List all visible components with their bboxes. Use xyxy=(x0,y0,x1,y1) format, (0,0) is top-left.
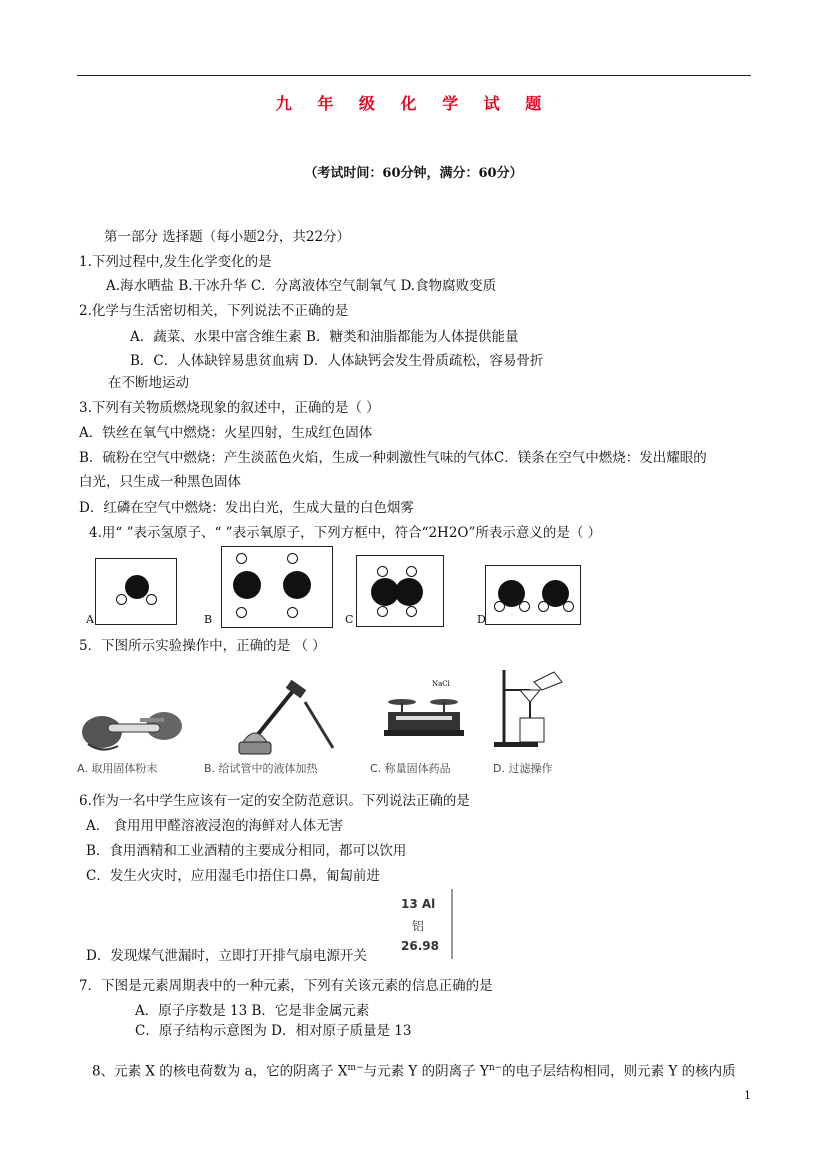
oxygen-atom-icon xyxy=(233,571,261,599)
hydrogen-atom-icon xyxy=(287,553,298,564)
section-heading: 第一部分 选择题（每小题2分，共22分） xyxy=(104,229,351,245)
q7-options-2: C．原子结构示意图为 D．相对原子质量是 13 xyxy=(135,1023,412,1039)
q3-option-b-cont: 白光，只生成一种黑色固体 xyxy=(79,474,241,490)
q5-caption-a: A. 取用固体粉末 xyxy=(77,762,158,775)
element-mass: 26.98 xyxy=(401,939,439,953)
hydrogen-atom-icon xyxy=(406,606,417,617)
q4-label-b: B xyxy=(204,613,213,626)
hydrogen-atom-icon xyxy=(406,566,417,577)
q5-caption-b: B. 给试管中的液体加热 xyxy=(204,762,318,775)
q1-options: A.海水晒盐 B.干冰升华 C．分离液体空气制氧气 D.食物腐败变质 xyxy=(106,278,497,294)
q6-option-b: B．食用酒精和工业酒精的主要成分相同，都可以饮用 xyxy=(86,843,407,859)
hydrogen-atom-icon xyxy=(146,594,157,605)
q4-label-a: A xyxy=(86,613,94,626)
q4-label-c: C xyxy=(345,613,354,626)
q3-option-b: B．硫粉在空气中燃烧：产生淡蓝色火焰，生成一种刺激性气味的气体C．镁条在空气中燃烧：发出耀眼的 xyxy=(79,450,707,466)
element-name: 铝 xyxy=(412,919,425,933)
hydrogen-atom-icon xyxy=(538,601,549,612)
hydrogen-atom-icon xyxy=(377,566,388,577)
top-rule xyxy=(77,75,751,76)
q4-box-c xyxy=(356,555,444,627)
q4-box-b xyxy=(221,546,333,628)
q4-box-a xyxy=(95,558,177,625)
hydrogen-atom-icon xyxy=(519,601,530,612)
element-number-symbol: 13 Al xyxy=(401,897,436,911)
q8-stem: 8、元素 X 的核电荷数为 a，它的阴离子 $X^{m-}$与元素 Y 的阴离子 $Y^{n-}$的电子层结构相同，则元素 Y 的核内质 xyxy=(92,1063,736,1080)
q6-option-a: A． 食用用甲醛溶液浸泡的海鲜对人体无害 xyxy=(86,818,344,834)
q6-option-d: D．发现煤气泄漏时，立即打开排气扇电源开关 xyxy=(86,948,367,964)
q7-stem: 7．下图是元素周期表中的一种元素，下列有关该元素的信息正确的是 xyxy=(79,978,493,994)
q4-label-d: D xyxy=(477,613,486,626)
q2-stem: 2.化学与生活密切相关，下列说法不正确的是 xyxy=(79,303,349,319)
hydrogen-atom-icon xyxy=(494,601,505,612)
q6-option-c: C．发生火灾时，应用湿毛巾捂住口鼻，匍匐前进 xyxy=(86,868,380,884)
nacl-label: NaCl xyxy=(432,680,450,688)
q3-stem: 3.下列有关物质燃烧现象的叙述中，正确的是（ ） xyxy=(79,400,380,416)
exam-info: （考试时间：60分钟，满分：60分） xyxy=(304,166,523,181)
element-card-al xyxy=(393,889,453,959)
oxygen-atom-icon xyxy=(283,571,311,599)
q3-option-d: D．红磷在空气中燃烧：发出白光，生成大量的白色烟雾 xyxy=(79,500,414,516)
page-number: 1 xyxy=(744,1089,751,1102)
q4-stem: 4.用“ ”表示氢原子、“ ”表示氧原子，下列方框中，符合“2H2O”所表示意义的是（ ） xyxy=(89,525,602,541)
hydrogen-atom-icon xyxy=(236,553,247,564)
hydrogen-atom-icon xyxy=(236,607,247,618)
page-title: 九 年 级 化 学 试 题 xyxy=(275,94,552,113)
q5-stem: 5．下图所示实验操作中，正确的是 （ ） xyxy=(79,638,326,654)
q1-stem: 1.下列过程中,发生化学变化的是 xyxy=(79,254,272,270)
hydrogen-atom-icon xyxy=(377,606,388,617)
q2-options-2: B．C．人体缺锌易患贫血病 D．人体缺钙会发生骨质疏松，容易骨折 xyxy=(130,353,544,369)
q5-caption-d: D. 过滤操作 xyxy=(493,762,553,775)
q2-options-1: A．蔬菜、水果中富含维生素 B．糖类和油脂都能为人体提供能量 xyxy=(130,329,519,345)
filtration-illustration xyxy=(490,668,570,748)
hydrogen-atom-icon xyxy=(116,594,127,605)
oxygen-atom-icon xyxy=(125,575,149,599)
hydrogen-atom-icon xyxy=(287,607,298,618)
q6-stem: 6.作为一名中学生应该有一定的安全防范意识。下列说法正确的是 xyxy=(79,793,470,809)
oxygen-atom-icon xyxy=(395,578,423,606)
heating-test-tube-illustration xyxy=(225,680,337,760)
balance-scale-illustration xyxy=(382,676,472,756)
q4-box-d xyxy=(485,565,581,625)
q3-option-a: A．铁丝在氧气中燃烧：火星四射，生成红色固体 xyxy=(79,425,373,441)
hydrogen-atom-icon xyxy=(563,601,574,612)
powder-transfer-illustration xyxy=(78,700,186,755)
q2-options-3: 在不断地运动 xyxy=(108,375,189,391)
q7-options-1: A．原子序数是 13 B．它是非金属元素 xyxy=(135,1003,370,1019)
q5-caption-c: C. 称量固体药品 xyxy=(370,762,451,775)
